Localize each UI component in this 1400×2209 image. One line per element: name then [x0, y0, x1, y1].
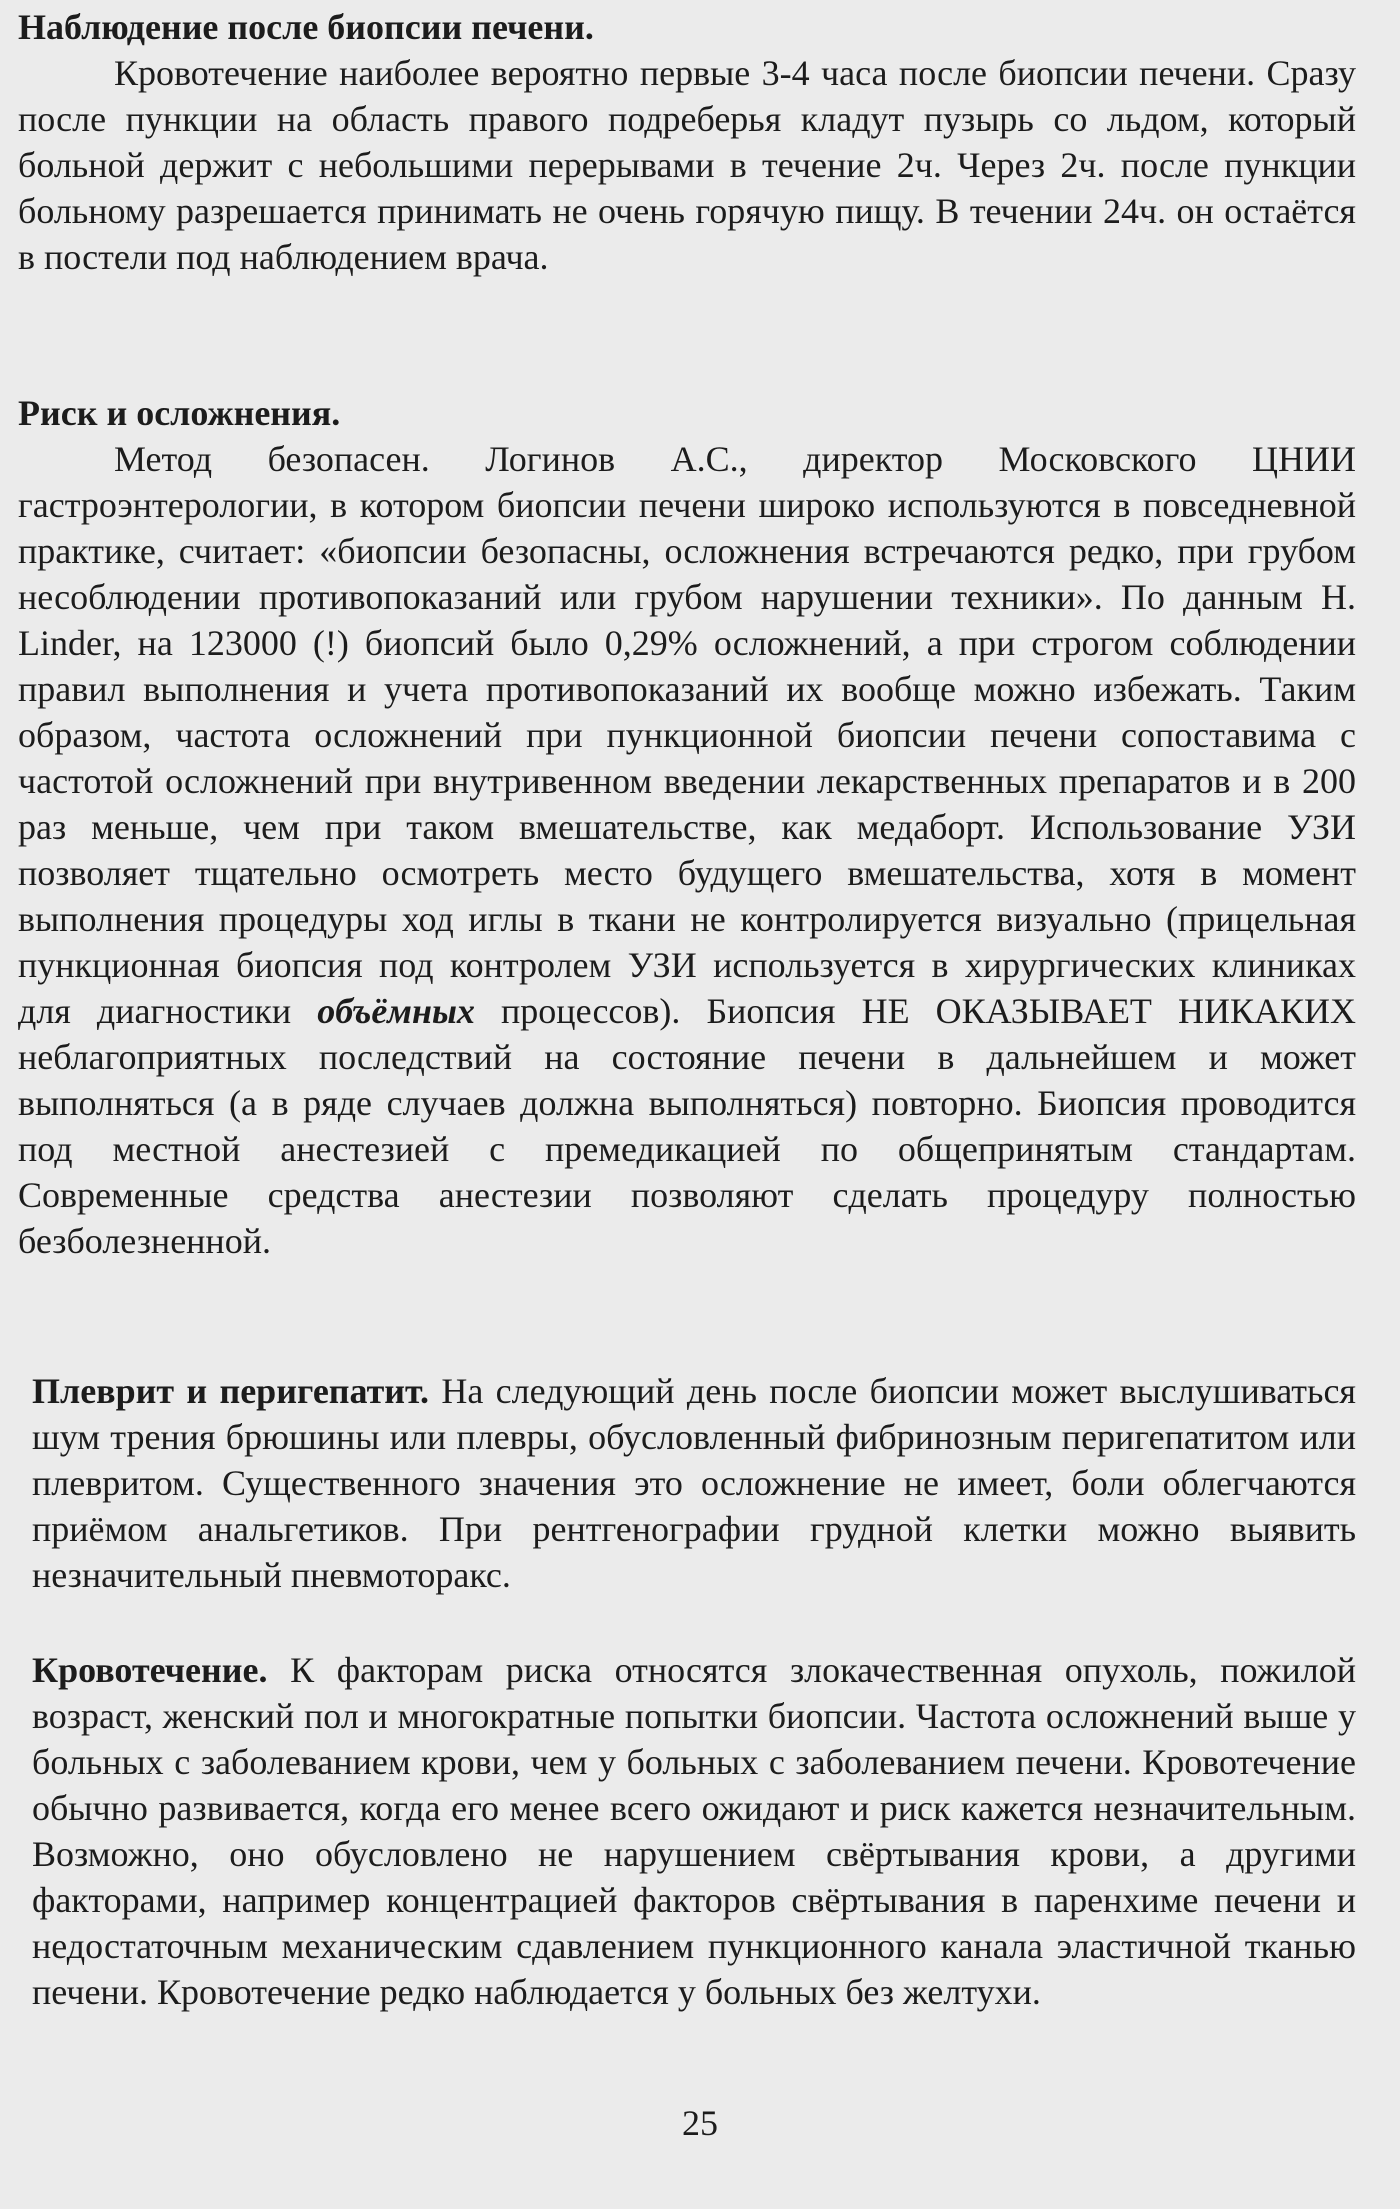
paragraph-risk	[18, 436, 1356, 1264]
paragraph-risk-part-2: процессов). Биопсия НЕ ОКАЗЫВАЕТ НИКАКИХ неблагоприятных последствий на состояние печени в дальнейшем и может выполняться (а в ряде случаев должна выполняться) повторно. Биопсия проводится под местной анестезией с премедикацией по общепринятым стандартам. Современные средства анестезии позволяют сделать процедуру полностью безболезненной.	[18, 991, 1357, 1261]
paragraph-bleeding	[32, 1647, 1356, 2015]
emphasis-volumetric: объёмных	[317, 991, 475, 1031]
paragraph-bleeding-body: К факторам риска относятся злокачественная опухоль, пожилой возраст, женский пол и многократные попытки биопсии. Частота осложнений выше у больных с заболеванием крови, чем у больных с заболеванием печени. Кровотечение обычно развивается, когда его менее всего ожидают и риск кажется незначительным. Возможно, оно обусловлено не нарушением свёртывания крови, а другими факторами, например концентрацией факторов свёртывания в паренхиме печени и недостаточным механическим сдавлением пункционного канала эластичной тканью печени. Кровотечение редко наблюдается у больных без желтухи.	[32, 1650, 1357, 2012]
section-monitoring	[18, 4, 1356, 280]
section-heading-monitoring: Наблюдение после биопсии печени.	[18, 7, 594, 47]
section-heading-risk: Риск и осложнения.	[18, 393, 341, 433]
section-bleeding	[32, 1647, 1356, 2015]
page-number: 25	[682, 2103, 718, 2143]
runin-heading-pleurisy: Плеврит и перигепатит.	[32, 1371, 430, 1411]
paragraph-monitoring: Кровотечение наиболее вероятно первые 3-4 часа после биопсии печени. Сразу после пункции на область правого подреберья кладут пузырь со льдом, который больной держит с небольшими перерывами в течение 2ч. Через 2ч. после пункции больному разрешается принимать не очень горячую пищу. В течении 24ч. он остаётся в постели под наблюдением врача.	[18, 53, 1356, 277]
paragraph-pleurisy	[32, 1368, 1356, 1598]
section-risk	[18, 390, 1356, 1264]
paragraph-risk-part-1: Метод безопасен. Логинов А.С., директор Московского ЦНИИ гастроэнтерологии, в котором биопсии печени широко используются в повседневной практике, считает: «биопсии безопасны, осложнения встречаются редко, при грубом несоблюдении противопоказаний или грубом нарушении техники». По данным H. Linder, на 123000 (!) биопсий было 0,29% осложнений, а при строгом соблюдении правил выполнения и учета противопоказаний их вообще можно избежать. Таким образом, частота осложнений при пункционной биопсии печени сопоставима с частотой осложнений при внутривенном введении лекарственных препаратов и в 200 раз меньше, чем при таком вмешательстве, как медаборт. Использование УЗИ позволяет тщательно осмотреть место будущего вмешательства, хотя в момент выполнения процедуры ход иглы в ткани не контролируется визуально (прицельная пункционная биопсия под контролем УЗИ используется в хирургических клиниках для диагностики	[18, 439, 1356, 1031]
runin-heading-bleeding: Кровотечение.	[32, 1650, 268, 1690]
section-pleurisy	[32, 1368, 1356, 1598]
paragraph-pleurisy-body: На следующий день после биопсии может выслушиваться шум трения брюшины или плевры, обусловленный фибринозным перигепатитом или плевритом. Существенного значения это осложнение не имеет, боли облегчаются приёмом анальгетиков. При рентгенографии грудной клетки можно выявить незначительный пневмоторакс.	[32, 1371, 1356, 1595]
